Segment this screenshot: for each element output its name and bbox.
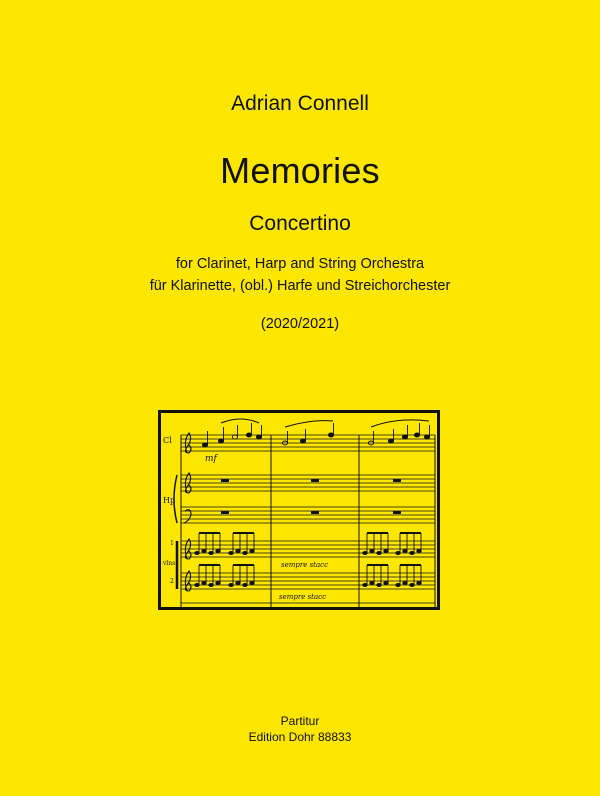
violin-note <box>370 549 374 552</box>
handwritten-score <box>161 413 437 607</box>
violin-note <box>417 549 421 552</box>
instrumentation-german: für Klarinette, (obl.) Harfe und Streichorchester <box>149 278 451 294</box>
violin-note <box>209 583 213 586</box>
violin-note <box>202 581 206 584</box>
violin-2-label: 2 <box>170 578 174 585</box>
dynamic-marking: mf <box>205 454 217 464</box>
instrumentation-english: for Clarinet, Harp and String Orchestra <box>175 256 425 272</box>
violin-note <box>243 583 247 586</box>
violin-note <box>403 549 407 552</box>
work-subtitle: Concertino <box>249 212 351 235</box>
harp-label: Hp <box>163 496 176 505</box>
violin-note <box>216 581 220 584</box>
violin-note <box>229 551 233 554</box>
violin-note <box>417 581 421 584</box>
violin-note <box>370 581 374 584</box>
violin-note <box>202 549 206 552</box>
violin-note <box>363 551 367 554</box>
violin-note <box>363 583 367 586</box>
score-type: Partitur <box>280 714 320 728</box>
composer-name: Adrian Connell <box>231 92 369 115</box>
violin-note <box>236 581 240 584</box>
violin-note <box>250 549 254 552</box>
violin-note <box>195 583 199 586</box>
violins-label: vlns <box>163 560 176 567</box>
articulation-annotation-1: sempre stacc <box>281 561 328 569</box>
violin-note <box>396 583 400 586</box>
violin-note <box>403 581 407 584</box>
score-excerpt-image <box>158 410 440 610</box>
violin-note <box>396 551 400 554</box>
violin-note <box>384 581 388 584</box>
violin-note <box>250 581 254 584</box>
violin-note <box>377 551 381 554</box>
violin-note <box>236 549 240 552</box>
violin-note <box>410 551 414 554</box>
violin-note <box>384 549 388 552</box>
violin-note <box>229 583 233 586</box>
clarinet-label: Cl <box>163 436 172 445</box>
work-title: Memories <box>220 150 380 191</box>
violin-note <box>209 551 213 554</box>
violin-note <box>216 549 220 552</box>
violin-note <box>410 583 414 586</box>
violin-note <box>243 551 247 554</box>
composition-years: (2020/2021) <box>260 316 340 332</box>
violin-note <box>377 583 381 586</box>
edition-number: Edition Dohr 88833 <box>248 730 352 744</box>
violin-1-label: 1 <box>170 540 174 547</box>
articulation-annotation-2: sempre stacc <box>279 593 326 601</box>
violin-note <box>195 551 199 554</box>
